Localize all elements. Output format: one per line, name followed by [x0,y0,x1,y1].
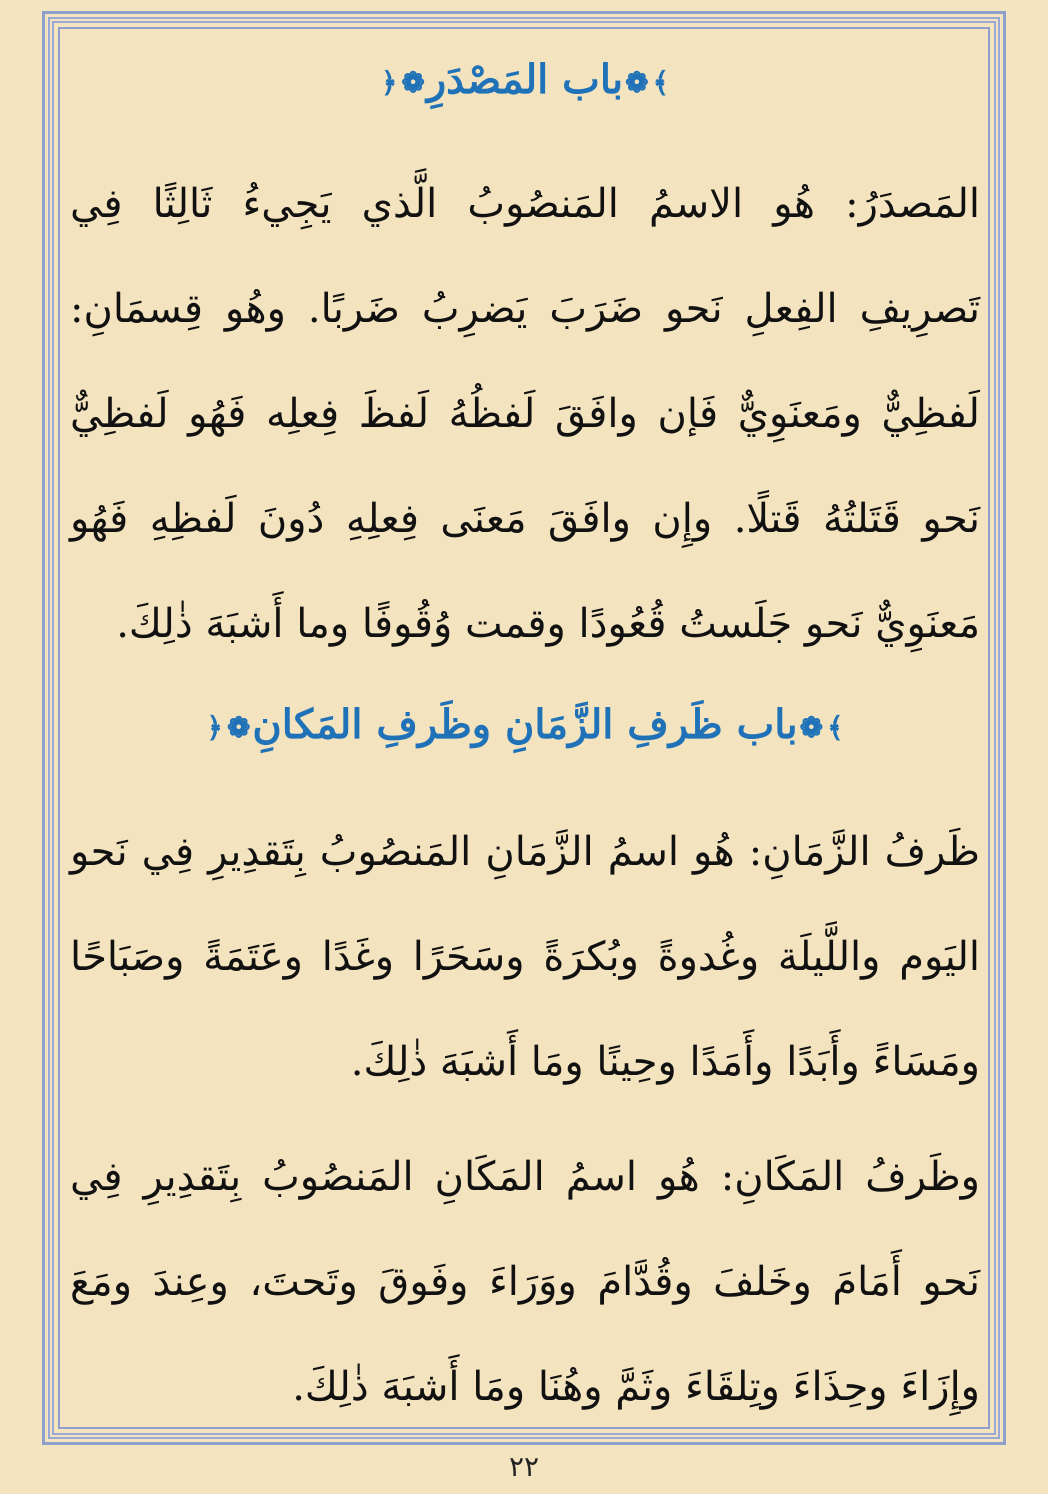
heading-ornament-icon: ﴿ [206,711,223,744]
flower-ornament-icon: ❁ [799,711,824,744]
section-heading-zarf [70,701,980,748]
flower-ornament-icon: ❁ [625,66,649,99]
heading-text: باب المَصْدَرِ [426,56,624,103]
paragraph-masdar: المَصدَرُ: هُو الاسمُ المَنصُوبُ الَّذي يَجِيءُ ثَالِثًا فِي تَصرِيفِ الفِعلِ نَحو ضَرَبَ يَضرِبُ ضَربًا. وهُو قِسمَانِ: لَفظِيٌّ ومَعنَوِيٌّ فَإن وافَقَ لَفظُهُ لَفظَ فِعلِه فَهُو لَفظِيٌّ نَحو قَتَلتُهُ قَتلًا. وإِن وافَقَ مَعنَى فِعلِهِ دُونَ لَفظِهِ فَهُو مَعنَوِيٌّ نَحو جَلَستُ قُعُودًا وقمت وُقُوفًا وما أَشبَهَ ذٰلِكَ. [70,181,980,647]
section-heading-masdar [70,56,980,103]
heading-ornament-icon: ﴿ [380,66,398,99]
paragraph-zarf-zaman: ظَرفُ الزَّمَانِ: هُو اسمُ الزَّمَانِ المَنصُوبُ بِتَقدِيرِ فِي نَحو اليَوم واللَّيلَة وغُدوةً وبُكرَةً وسَحَرًا وغَدًا وعَتَمَةً وصَبَاحًا ومَسَاءً وأَبَدًا وأَمَدًا وحِينًا ومَا أَشبَهَ ذٰلِكَ. [70,829,980,1085]
heading-ornament-icon: ﴾ [652,66,670,99]
flower-ornament-icon: ❁ [226,711,251,744]
heading-text: باب ظَرفِ الزَّمَانِ وظَرفِ المَكانِ [252,701,798,748]
heading-ornament-icon: ﴾ [827,711,844,744]
page-number: ٢٢ [508,1450,540,1483]
flower-ornament-icon: ❁ [401,66,425,99]
page-content [70,40,980,1425]
paragraph-zarf-makan: وظَرفُ المَكَانِ: هُو اسمُ المَكَانِ المَنصُوبُ بِتَقدِيرِ فِي نَحو أَمَامَ وخَلفَ وقُدَّامَ ووَرَاءَ وفَوقَ وتَحتَ، وعِندَ ومَعَ وإِزَاءَ وحِذَاءَ وتِلقَاءَ وثَمَّ وهُنَا ومَا أَشبَهَ ذٰلِكَ. [70,1154,980,1410]
